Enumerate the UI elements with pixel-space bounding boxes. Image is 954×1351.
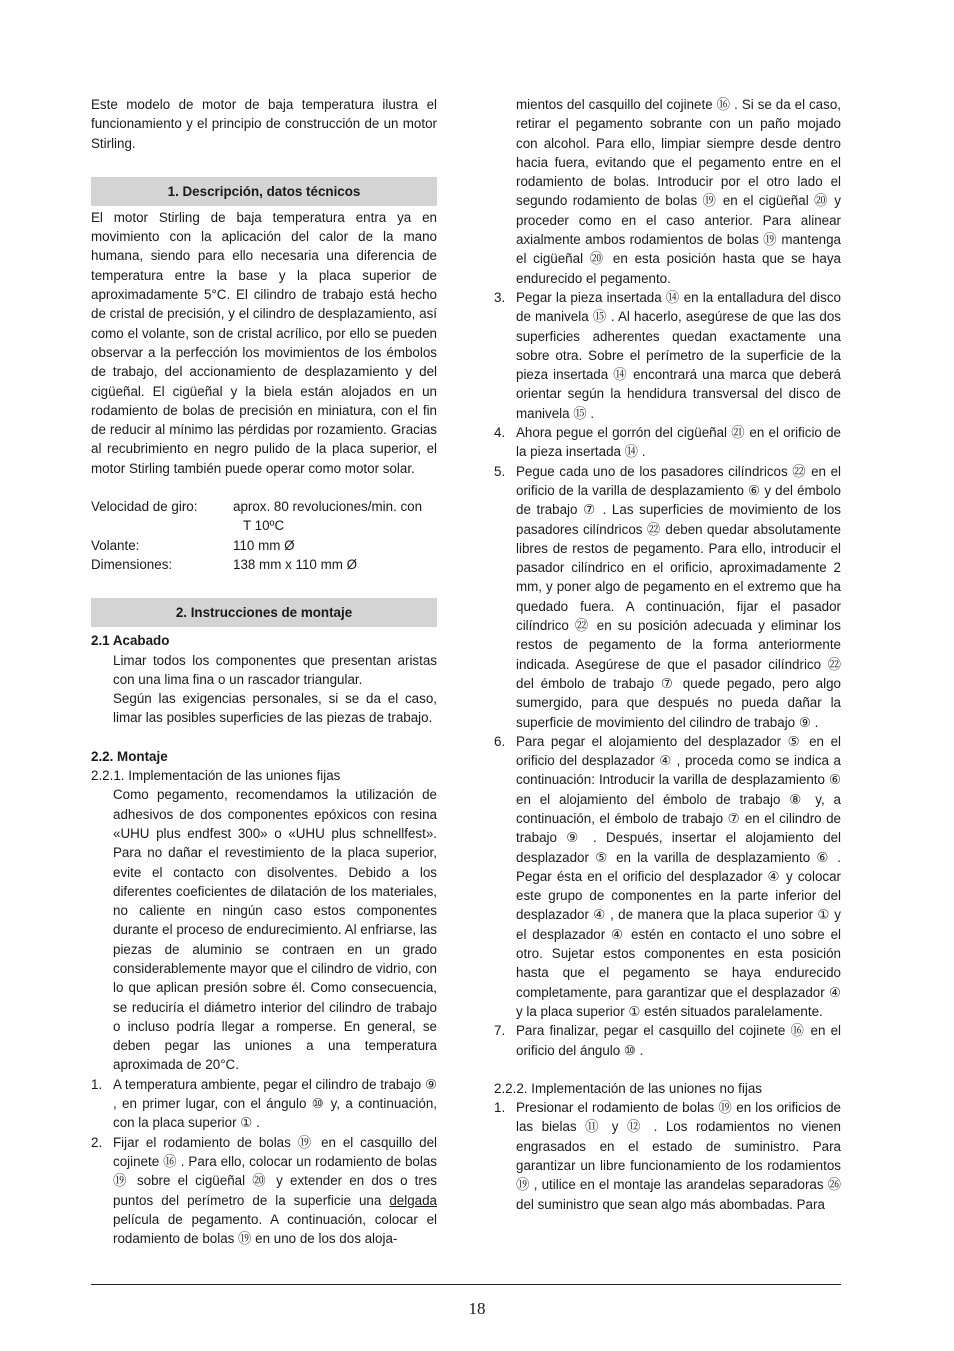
list-item <box>494 1098 841 1214</box>
list-number: 3. <box>494 289 506 305</box>
footer-divider <box>91 1284 841 1285</box>
acabado-paragraph-2: Según las exigencias personales, si se da el caso, limar las posibles superficies de las piezas de trabajo. <box>113 691 437 726</box>
section-1-heading: 1. Descripción, datos técnicos <box>91 177 437 206</box>
section-2-heading: 2. Instrucciones de montaje <box>91 598 437 627</box>
list-text: Fijar el rodamiento de bolas ⑲ en el casquillo del cojinete ⑯ . Para ello, colocar un rodamiento de bolas ⑲ sobre el cigüeñal ⑳ y extender en dos o tres puntos del perímetro de la superficie una delgada película de pegamento. A continuación, colocar el rodamiento de bolas ⑲ en uno de los dos aloja- <box>113 1134 437 1247</box>
list-number: 7. <box>494 1023 506 1039</box>
list-number: 1. <box>494 1100 506 1116</box>
nofijas-steps <box>494 1098 841 1214</box>
right-column <box>494 95 841 1214</box>
spec-row <box>91 555 437 574</box>
list-text: A temperatura ambiente, pegar el cilindro de trabajo ⑨ , en primer lugar, con el ángulo ⑩ y, a continuación, con la placa superior ① . <box>113 1076 437 1131</box>
left-column <box>91 95 437 1248</box>
fijas-body: Como pegamento, recomendamos la utilización de adhesivos de dos componentes epóxicos con resina «UHU plus endfest 300» o «UHU plus schnellfest». Para no dañar el revestimiento de la placa superior, evite el contacto con disolventes. Debido a los diferentes coeficientes de dilatación de los materiales, no caliente en ningún caso estos componentes durante el proceso de endurecimiento. Al enfriarse, las piezas de aluminio se contraen en un grado considerablemente mayor que el cilindro de vidrio, con lo que aplican presión sobre él. Como consecuencia, se reduciría el diámetro interior del cilindro de trabajo o incluso podría llegar a romperse. En general, se deben pegar las uniones a una temperatura aproximada de 20°C. <box>113 787 437 1073</box>
list-number: 6. <box>494 733 506 749</box>
underlined-word: delgada <box>389 1192 437 1208</box>
spec-label: Volante: <box>91 537 140 553</box>
spec-value: 138 mm x 110 mm Ø <box>233 556 358 572</box>
list-item <box>91 1133 437 1249</box>
list-text: Pegar la pieza insertada ⑭ en la entalladura del disco de manivela ⑮ . Al hacerlo, asegúrese de que las dos superficies adherentes quedan exactamente una sobre otra. Sobre el perímetro de la superficie de la pieza insertada ⑭ encontrará una marca que deberá orientar según la hendidura transversal del disco de manivela ⑮ . <box>516 289 841 421</box>
spec-row <box>91 536 437 555</box>
list-item <box>494 732 841 1021</box>
fijas-heading: 2.2.1. Implementación de las uniones fijas <box>91 768 341 784</box>
list-item <box>494 1021 841 1060</box>
section-1-body: El motor Stirling de baja temperatura entra ya en movimiento con la aplicación del calor de la mano humana, siendo para ello necesaria una diferencia de temperatura entre la base y la placa superior de aproximadamente 5°C. El cilindro de trabajo está hecho de cristal de precisión, y el cilindro de desplazamiento, así como el volante, son de cristal acrílico, por ello se pueden observar a la perfección los movimientos de los émbolos de trabajo, del accionamiento de desplazamiento y del cigüeñal. El cigüeñal y la biela están alojados en un rodamiento de bolas de precisión en miniatura, con el fin de reducir al mínimo las pérdidas por rozamiento. Gracias al recubrimiento en negro pulido de la placa superior, el motor Stirling también puede operar como motor solar. <box>91 209 437 476</box>
spec-value: aprox. 80 revoluciones/min. con <box>233 499 423 515</box>
list-number: 4. <box>494 425 506 441</box>
spec-label: Dimensiones: <box>91 556 173 572</box>
list-text: Pegue cada uno de los pasadores cilíndricos ㉒ en el orificio de la varilla de desplazamiento ⑥ y del émbolo de trabajo ⑦ . Las superficies de movimiento de los pasadores cilíndricos ㉒ deben quedar absolutamente libres de restos de pegamento. Para ello, introducir el pasador cilíndrico en el orificio, aproximadamente 2 mm, y poner algo de pegamento en el extremo que ha quedado fuera. A continuación, fijar el pasador cilíndrico ㉒ en su posición adecuada y eliminar los restos de pegamento de la forma anteriormente indicada. Asegúrese de que el pasador cilíndrico ㉒ del émbolo de trabajo ⑦ quede pegado, pero algo sumergido, para que después no pueda dañar la superficie de movimiento del cilindro de trabajo ⑨ . <box>516 463 841 730</box>
spec-row <box>91 497 437 536</box>
list-text: Para finalizar, pegar el casquillo del cojinete ⑯ en el orificio del ángulo ⑩ . <box>516 1023 841 1058</box>
acabado-heading: 2.1 Acabado <box>91 633 170 649</box>
montaje-heading: 2.2. Montaje <box>91 748 168 764</box>
list-number: 2. <box>91 1134 103 1150</box>
list-item <box>494 462 841 732</box>
nofijas-heading: 2.2.2. Implementación de las uniones no fijas <box>494 1080 762 1096</box>
continued-step-2: mientos del casquillo del cojinete ⑯ . Si se da el caso, retirar el pegamento sobrante con un paño mojado con alcohol. Para ello, limpiar siempre desde dentro hacia fuera, evitando que el pegamento entre en el rodamiento de bolas. Introducir por el otro lado el segundo rodamiento de bolas ⑲ en el cigüeñal ⑳ y proceder como en el caso anterior. Para alinear axialmente ambos rodamientos de bolas ⑲ mantenga el cigüeñal ⑳ en esta posición hasta que se haya endurecido el pegamento. <box>516 97 841 286</box>
list-text: Ahora pegue el gorrón del cigüeñal ㉑ en el orificio de la pieza insertada ⑭ . <box>516 425 841 460</box>
list-text: Presionar el rodamiento de bolas ⑲ en los orificios de las bielas ⑪ y ⑫ . Los rodamientos no vienen engrasados en el estado de suministro. Para garantizar un libre funcionamiento de los rodamientos ⑲ , utilice en el montaje las arandelas separadoras ㉖ del suministro que sean algo más abombadas. Para <box>516 1100 841 1212</box>
list-text: Para pegar el alojamiento del desplazador ⑤ en el orificio del desplazador ④ , proceda como se indica a continuación: Introducir la varilla de desplazamiento ⑥ en el alojamiento del émbolo de trabajo ⑧ y, a continuación, el émbolo de trabajo ⑦ en el cilindro de trabajo ⑨ . Después, insertar el alojamiento del desplazador ⑤ en la varilla de desplazamiento ⑥ . Pegar ésta en el orificio del desplazador ④ y colocar este grupo de componentes en la parte inferior del desplazador ④ , de manera que la placa superior ① y el desplazador ④ estén en contacto el uno sobre el otro. Sujetar estos componentes en esta posición hasta que el pegamento se haya endurecido completamente, para garantizar que el desplazador ④ y la placa superior ① estén situados paralelamente. <box>516 733 841 1019</box>
specs-table <box>91 497 437 574</box>
list-number: 1. <box>91 1076 103 1092</box>
spec-value: 110 mm Ø <box>233 537 295 553</box>
acabado-paragraph-1: Limar todos los componentes que presentan aristas con una lima fina o un rascador triangular. <box>113 652 437 687</box>
fijas-steps-right <box>494 288 841 1060</box>
list-item <box>91 1075 437 1133</box>
spec-label: Velocidad de giro: <box>91 499 198 515</box>
list-item <box>494 423 841 462</box>
list-item <box>494 288 841 423</box>
spec-value-cont: T 10ºC <box>243 518 285 534</box>
fijas-steps-left <box>91 1075 437 1249</box>
intro-paragraph: Este modelo de motor de baja temperatura ilustra el funcionamiento y el principio de construcción de un motor Stirling. <box>91 97 437 151</box>
page-number: 18 <box>468 1299 486 1318</box>
list-number: 5. <box>494 463 506 479</box>
